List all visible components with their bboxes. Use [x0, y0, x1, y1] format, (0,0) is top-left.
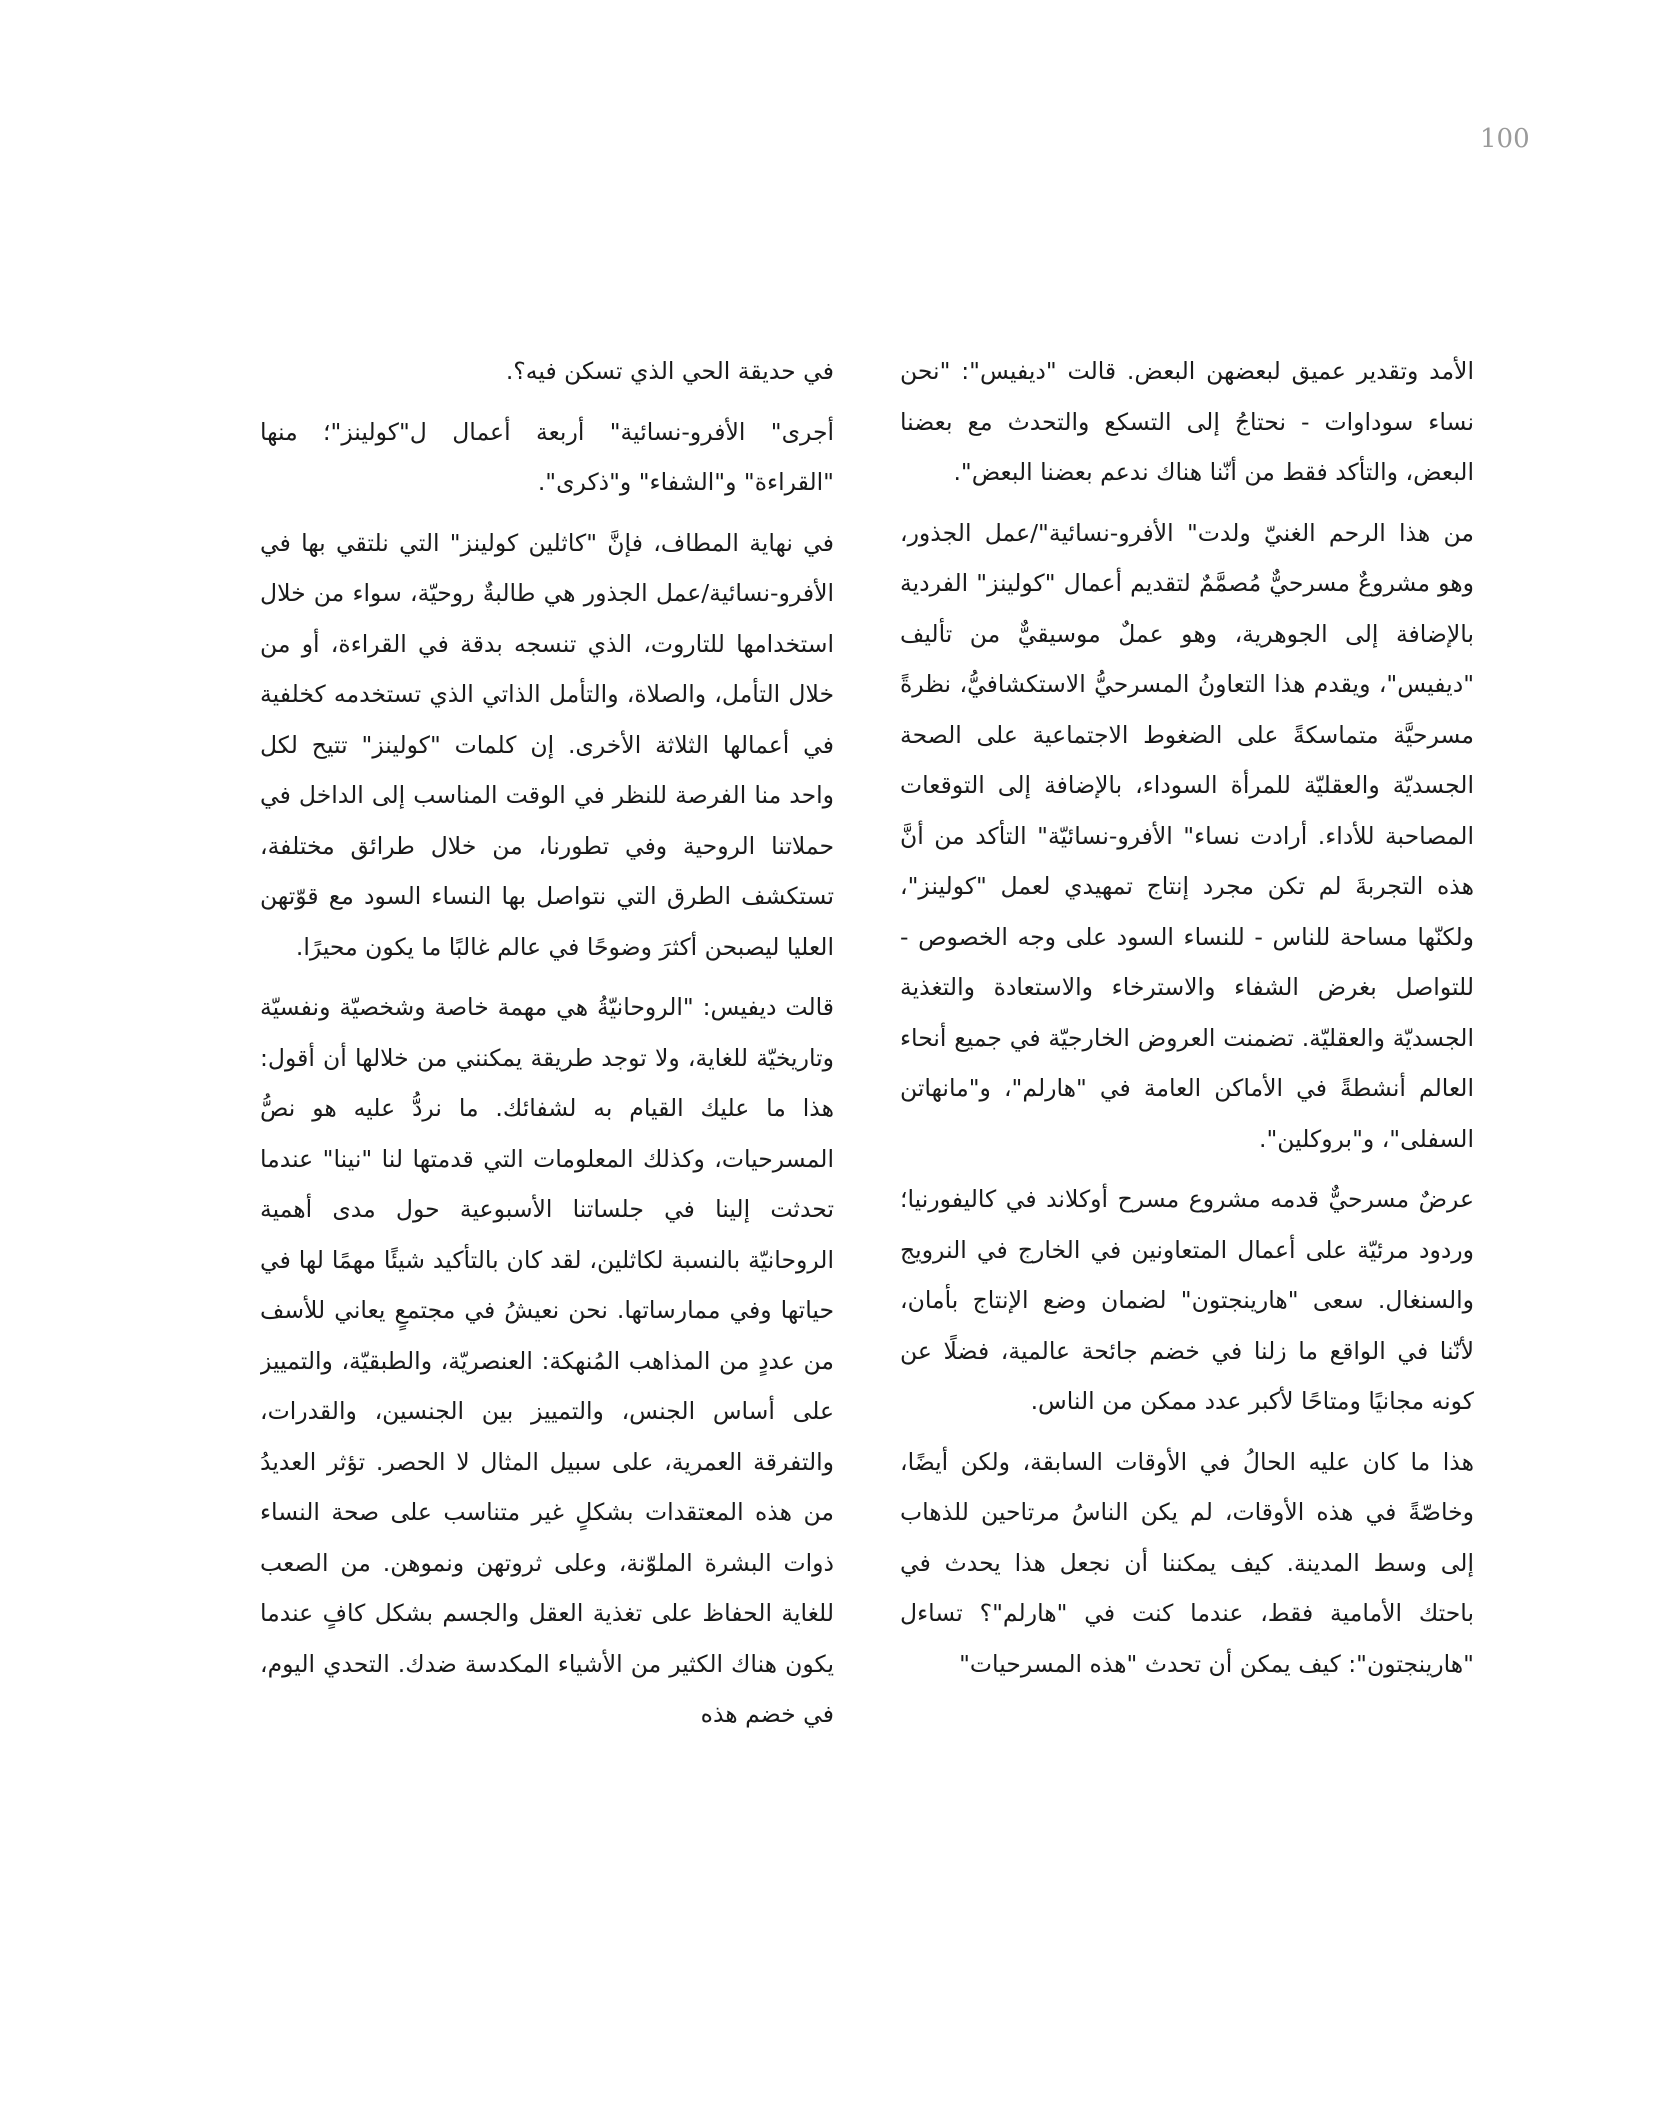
paragraph: الأمد وتقدير عميق لبعضهن البعض. قالت "ديفيس": "نحن نساء سوداوات - نحتاجُ إلى التسكع والتحدث مع بعضنا البعض، والتأكد فقط من أنّنا هناك ندعم بعضنا البعض". — [900, 357, 1474, 486]
paragraph: أجرى" الأفرو-نسائية" أربعة أعمال ل"كولينز"؛ منها "القراءة" و"الشفاء" و"ذكرى". — [260, 417, 834, 496]
paragraph: في نهاية المطاف، فإنَّ "كاثلين كولينز" التي نلتقي بها في الأفرو-نسائية/عمل الجذور هي طالبةٌ روحيّة، سواء من خلال استخدامها للتاروت، الذي تنسجه بدقة في القراءة، أو من خلال التأمل، والصلاة، والتأمل الذاتي الذي تستخدمه كخلفية في أعمالها الثلاثة الأخرى. إن كلمات "كولينز" تتيح لكل واحد منا الفرصة للنظر في الوقت المناسب إلى الداخل في حملاتنا الروحية وفي تطورنا، من خلال طرائق مختلفة، تستكشف الطرق التي نتواصل بها النساء السود مع قوّتهن العليا ليصبحن أكثرَ وضوحًا في عالم غالبًا ما يكون محيرًا. — [260, 528, 834, 961]
paragraph: في حديقة الحي الذي تسكن فيه؟. — [505, 357, 834, 385]
paragraph: من هذا الرحم الغنيّ ولدت" الأفرو-نسائية"/عمل الجذور، وهو مشروعٌ مسرحيٌّ مُصمَّمٌ لتقديم أعمال "كولينز" الفردية بالإضافة إلى الجوهرية، وهو عملٌ موسيقيٌّ من تأليف "ديفيس"، ويقدم هذا التعاونُ المسرحيُّ الاستكشافيُّ، نظرةً مسرحيَّة متماسكةً على الضغوط الاجتماعية على الصحة الجسديّة والعقليّة للمرأة السوداء، بالإضافة إلى التوقعات المصاحبة للأداء. أرادت نساء" الأفرو-نسائيّة" التأكد من أنَّ هذه التجربةَ لم تكن مجرد إنتاج تمهيدي لعمل "كولينز"، ولكنّها مساحة للناس - للنساء السود على وجه الخصوص - للتواصل بغرض الشفاء والاسترخاء والاستعادة والتغذية الجسديّة والعقليّة. تضمنت العروض الخارجيّة في جميع أنحاء العالم أنشطةً في الأماكن العامة في "هارلم"، و"مانهاتن السفلى"، و"بروكلين". — [900, 518, 1474, 1153]
left-text-column — [260, 346, 834, 1906]
paragraph: قالت ديفيس: "الروحانيّةُ هي مهمة خاصة وشخصيّة ونفسيّة وتاريخيّة للغاية، ولا توجد طريقة يمكنني من خلالها أن أقول: هذا ما عليك القيام به لشفائك. ما نردُّ عليه هو نصُّ المسرحيات، وكذلك المعلومات التي قدمتها لنا "نينا" عندما تحدثت إلينا في جلساتنا الأسبوعية حول مدى أهمية الروحانيّة بالنسبة لكاثلين، لقد كان بالتأكيد شيئًا مهمًا لها في حياتها وفي ممارساتها. نحن نعيشُ في مجتمعٍ يعاني للأسف من عددٍ من المذاهب المُنهكة: العنصريّة، والطبقيّة، والتمييز على أساس الجنس، والتمييز بين الجنسين، والقدرات، والتفرقة العمرية، على سبيل المثال لا الحصر. تؤثر العديدُ من هذه المعتقدات بشكلٍ غير متناسب على صحة النساء ذوات البشرة الملوّنة، وعلى ثروتهن ونموهن. من الصعب للغاية الحفاظ على تغذية العقل والجسم بشكل كافٍ عندما يكون هناك الكثير من الأشياء المكدسة ضدك. التحدي اليوم، في خضم هذه — [260, 993, 834, 1728]
right-text-column — [900, 346, 1474, 1906]
page-number: 100 — [1480, 124, 1530, 154]
paragraph: عرضٌ مسرحيٌّ قدمه مشروع مسرح أوكلاند في كاليفورنيا؛ وردود مرئيّة على أعمال المتعاونين في الخارج في النرويج والسنغال. سعى "هارينجتون" لضمان وضع الإنتاج بأمان، لأنّنا في الواقع ما زلنا في خضم جائحة عالمية، فضلًا عن كونه مجانيًا ومتاحًا لأكبر عدد ممكن من الناس. — [900, 1185, 1474, 1415]
paragraph: هذا ما كان عليه الحالُ في الأوقات السابقة، ولكن أيضًا، وخاصّةً في هذه الأوقات، لم يكن الناسُ مرتاحين للذهاب إلى وسط المدينة. كيف يمكننا أن نجعل هذا يحدث في باحتك الأمامية فقط، عندما كنت في "هارلم"؟ تساءل "هارينجتون": كيف يمكن أن تحدث "هذه المسرحيات" — [900, 1447, 1474, 1678]
